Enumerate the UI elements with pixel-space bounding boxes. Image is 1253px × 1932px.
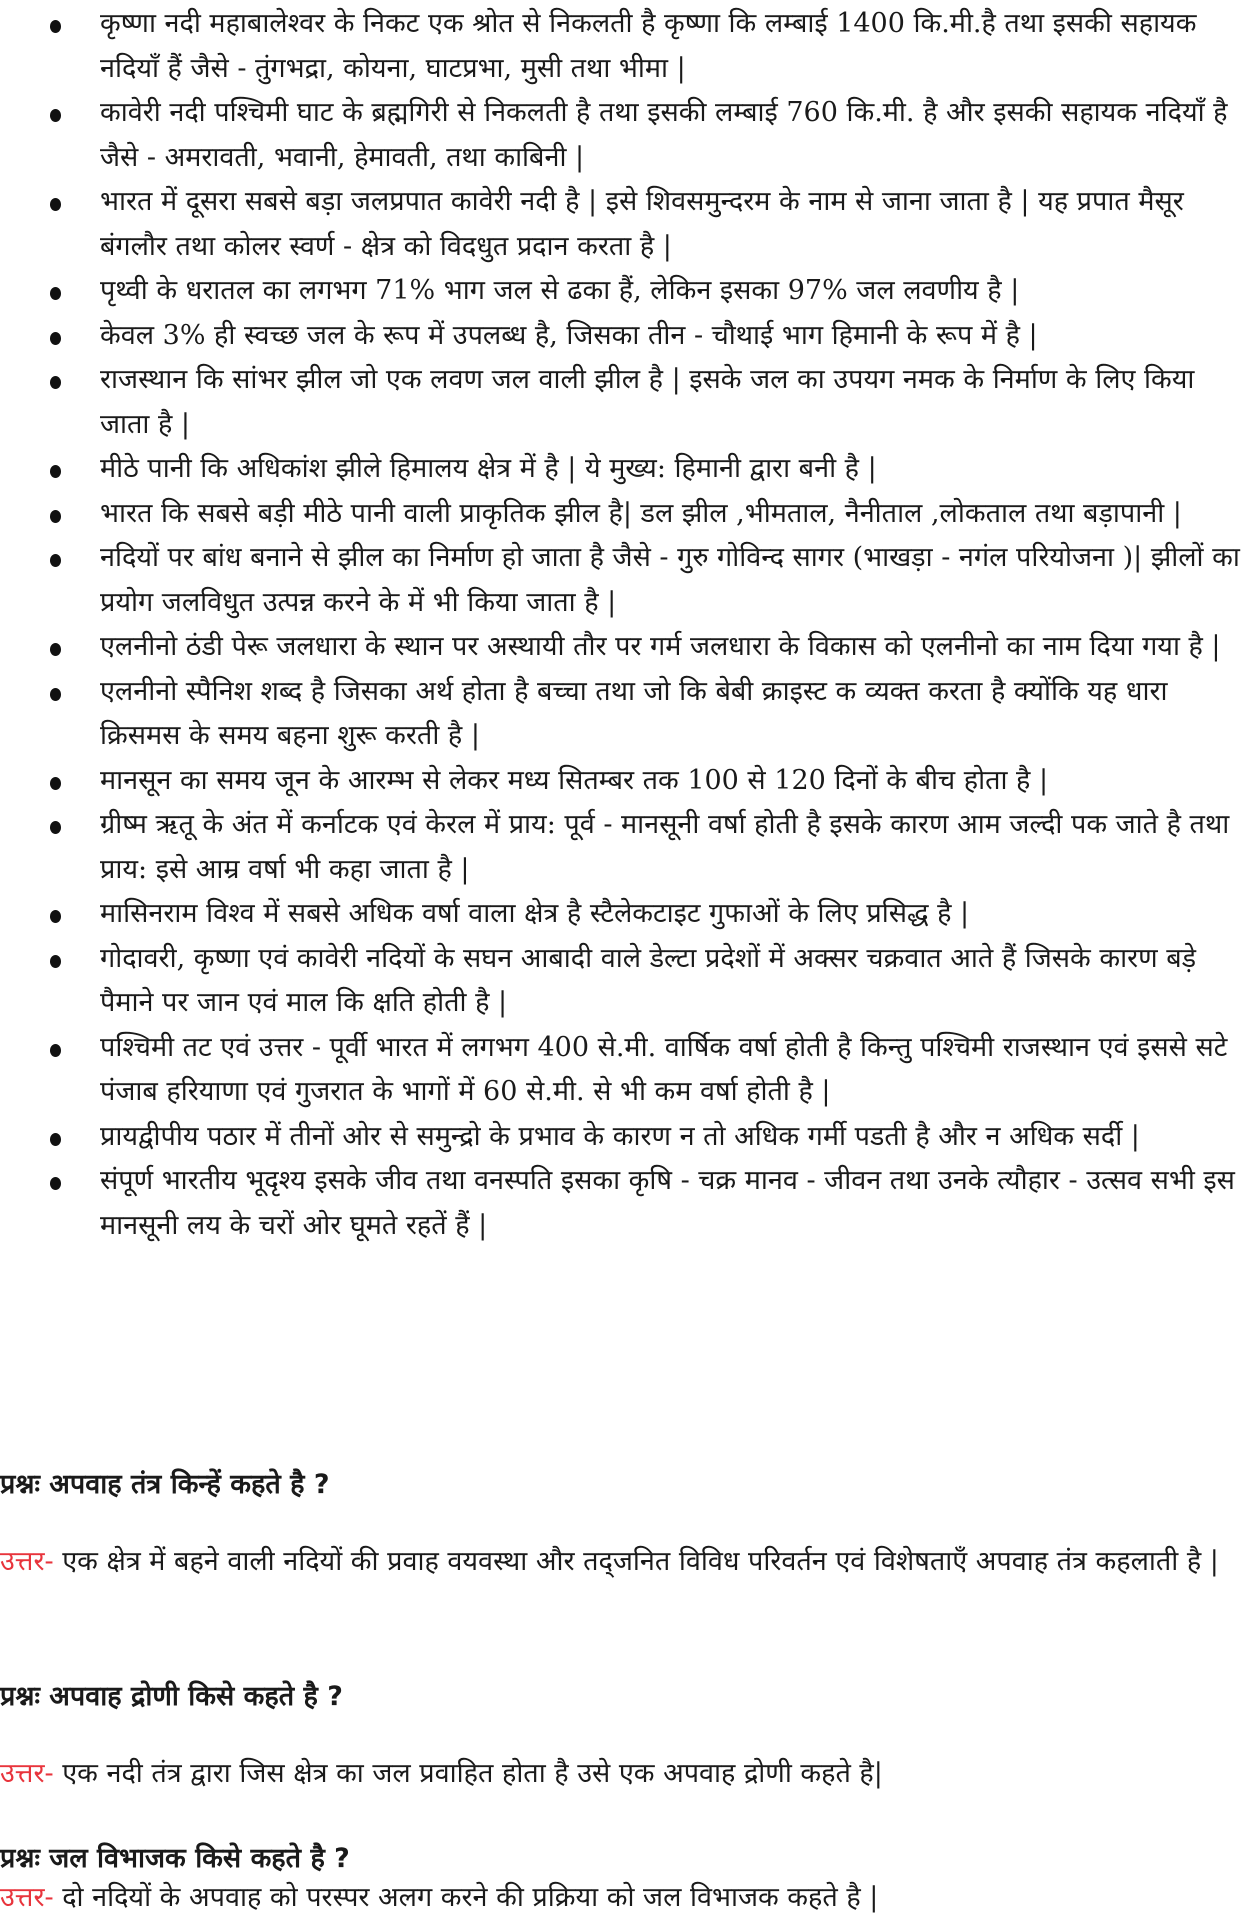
bullet-text: पृथ्वी के धरातल का लगभग 71% भाग जल से ढका हैं, लेकिन इसका 97% जल लवणीय है | xyxy=(100,275,1020,306)
bullet-text: ग्रीष्म ऋतू के अंत में कर्नाटक एवं केरल में प्राय: पूर्व - मानसूनी वर्षा होती है इसके कारण आम जल्दी पक जाते है तथा प्राय: इसे आम्र वर्षा भी कहा जाता है | xyxy=(100,809,1230,885)
bullet-text: मीठे पानी कि अधिकांश झीले हिमालय क्षेत्र में है | ये मुख्य: हिमानी द्वारा बनी है | xyxy=(100,453,877,484)
bullet-dot-icon xyxy=(50,510,61,523)
bullet-text: मानसून का समय जून के आरम्भ से लेकर मध्य सितम्बर तक 100 से 120 दिनों के बीच होता है | xyxy=(100,764,1049,796)
question-heading: प्रश्नः अपवाह तंत्र किन्हें कहते है ? xyxy=(0,1469,330,1500)
bullet-dot-icon xyxy=(50,955,61,968)
question-heading: प्रश्नः जल विभाजक किसे कहते है ? xyxy=(0,1843,350,1874)
bullet-dot-icon xyxy=(50,332,61,345)
fact-bullet-list xyxy=(0,2,1253,1248)
bullet-item xyxy=(0,91,1253,180)
qa-block-drainage-system xyxy=(0,1464,1253,1584)
bullet-dot-icon xyxy=(50,1044,61,1057)
bullet-dot-icon xyxy=(50,821,61,834)
bullet-item xyxy=(0,269,1253,314)
bullet-dot-icon xyxy=(50,287,61,300)
bullet-text: कावेरी नदी पश्चिमी घाट के ब्रह्मगिरी से निकलती है तथा इसकी लम्बाई 760 कि.मी. है और इसकी सहायक नदियाँ है जैसे - अमरावती, भवानी, हेमावती, तथा काबिनी | xyxy=(100,97,1228,173)
bullet-dot-icon xyxy=(50,1133,61,1146)
answer-label: उत्तर- xyxy=(0,1546,54,1577)
answer-text: एक नदी तंत्र द्वारा जिस क्षेत्र का जल प्रवाहित होता है उसे एक अपवाह द्रोणी कहते है| xyxy=(53,1758,883,1789)
bullet-text: गोदावरी, कृष्णा एवं कावेरी नदियों के सघन आबादी वाले डेल्टा प्रदेशों में अक्सर चक्रवात आते हैं जिसके कारण बड़े पैमाने पर जान एवं माल कि क्षति होती है | xyxy=(100,942,1197,1018)
bullet-dot-icon xyxy=(50,777,61,790)
bullet-dot-icon xyxy=(50,198,61,211)
bullet-text: पश्चिमी तट एवं उत्तर - पूर्वी भारत में लगभग 400 से.मी. वार्षिक वर्षा होती है किन्तु पश्चिमी राजस्थान एवं इससे सटे पंजाब हरियाणा एवं गुजरात के भागों में 60 से.मी. से भी कम वर्षा होती है | xyxy=(100,1031,1228,1107)
bullet-dot-icon xyxy=(50,20,61,33)
bullet-text: मासिनराम विश्व में सबसे अधिक वर्षा वाला क्षेत्र है स्टैलेकटाइट गुफाओं के लिए प्रसिद्ध है | xyxy=(100,898,970,929)
answer-paragraph xyxy=(0,1752,1253,1796)
bullet-dot-icon xyxy=(50,376,61,389)
bullet-text: संपूर्ण भारतीय भूदृश्य इसके जीव तथा वनस्पति इसका कृषि - चक्र मानव - जीवन तथा उनके त्यौहार - उत्सव सभी इस मानसूनी लय के चरों ओर घूमते रहतें हैं | xyxy=(100,1165,1235,1241)
bullet-text: एलनीनो स्पैनिश शब्द है जिसका अर्थ होता है बच्चा तथा जो कि बेबी क्राइस्ट क व्यक्त करता है क्योंकि यह धारा क्रिसमस के समय बहना शुरू करती है | xyxy=(100,675,1168,751)
bullet-text: एलनीनो ठंडी पेरू जलधारा के स्थान पर अस्थायी तौर पर गर्म जलधारा के विकास को एलनीनो का नाम दिया गया है | xyxy=(100,631,1221,662)
bullet-dot-icon xyxy=(50,554,61,567)
answer-text: दो नदियों के अपवाह को परस्पर अलग करने की प्रक्रिया को जल विभाजक कहते है | xyxy=(53,1882,879,1913)
answer-text: एक क्षेत्र में बहने वाली नदियों की प्रवाह वयवस्था और तद्जनित विविध परिवर्तन एवं विशेषताएँ अपवाह तंत्र कहलाती है | xyxy=(53,1546,1219,1577)
bullet-dot-icon xyxy=(50,688,61,701)
bullet-item xyxy=(0,2,1253,91)
bullet-text: राजस्थान कि सांभर झील जो एक लवण जल वाली झील है | इसके जल का उपयग नमक के निर्माण के लिए किया जाता है | xyxy=(100,364,1195,440)
qa-block-water-divide xyxy=(0,1838,1253,1920)
bullet-dot-icon xyxy=(50,465,61,478)
answer-label: उत्तर- xyxy=(0,1882,54,1913)
bullet-text: भारत कि सबसे बड़ी मीठे पानी वाली प्राकृतिक झील है| डल झील ,भीमताल, नैनीताल ,लोकताल तथा बड़ापानी | xyxy=(100,497,1182,529)
question-heading: प्रश्नः अपवाह द्रोणी किसे कहते है ? xyxy=(0,1681,343,1712)
bullet-item xyxy=(0,892,1253,937)
bullet-text: प्रायद्वीपीय पठार में तीनों ओर से समुन्द्रो के प्रभाव के कारण न तो अधिक गर्मी पडती है और न अधिक सर्दी | xyxy=(100,1120,1140,1152)
bullet-item xyxy=(0,180,1253,269)
bullet-dot-icon xyxy=(50,1177,61,1190)
bullet-item xyxy=(0,358,1253,447)
bullet-text: कृष्णा नदी महाबालेश्वर के निकट एक श्रोत से निकलती है कृष्णा कि लम्बाई 1400 कि.मी.है तथा इसकी सहायक नदियाँ हैं जैसे - तुंगभद्रा, कोयना, घाटप्रभा, मुसी तथा भीमा | xyxy=(100,8,1197,84)
bullet-item xyxy=(0,1159,1253,1248)
bullet-item xyxy=(0,447,1253,492)
bullet-item xyxy=(0,937,1253,1026)
bullet-item xyxy=(0,1115,1253,1160)
bullet-dot-icon xyxy=(50,910,61,923)
bullet-dot-icon xyxy=(50,643,61,656)
bullet-item xyxy=(0,536,1253,625)
bullet-text: भारत में दूसरा सबसे बड़ा जलप्रपात कावेरी नदी है | इसे शिवसमुन्दरम के नाम से जाना जाता है | यह प्रपात मैसूर बंगलौर तथा कोलर स्वर्ण - क्षेत्र को विदधुत प्रदान करता है | xyxy=(100,186,1184,262)
bullet-item xyxy=(0,625,1253,670)
bullet-item xyxy=(0,803,1253,892)
bullet-dot-icon xyxy=(50,109,61,122)
bullet-item xyxy=(0,492,1253,537)
bullet-item xyxy=(0,1026,1253,1115)
answer-paragraph xyxy=(0,1876,1253,1920)
bullet-item xyxy=(0,759,1253,804)
bullet-text: केवल 3% ही स्वच्छ जल के रूप में उपलब्ध है, जिसका तीन - चौथाई भाग हिमानी के रूप में है | xyxy=(100,319,1038,351)
qa-block-drainage-basin xyxy=(0,1676,1253,1796)
bullet-item xyxy=(0,670,1253,759)
answer-paragraph xyxy=(0,1540,1253,1584)
bullet-text: नदियों पर बांध बनाने से झील का निर्माण हो जाता है जैसे - गुरु गोविन्द सागर (भाखड़ा - नगंल परियोजना )| झीलों का प्रयोग जलविधुत उत्पन्न करने के में भी किया जाता है | xyxy=(100,542,1240,618)
bullet-item xyxy=(0,314,1253,359)
answer-label: उत्तर- xyxy=(0,1758,54,1789)
